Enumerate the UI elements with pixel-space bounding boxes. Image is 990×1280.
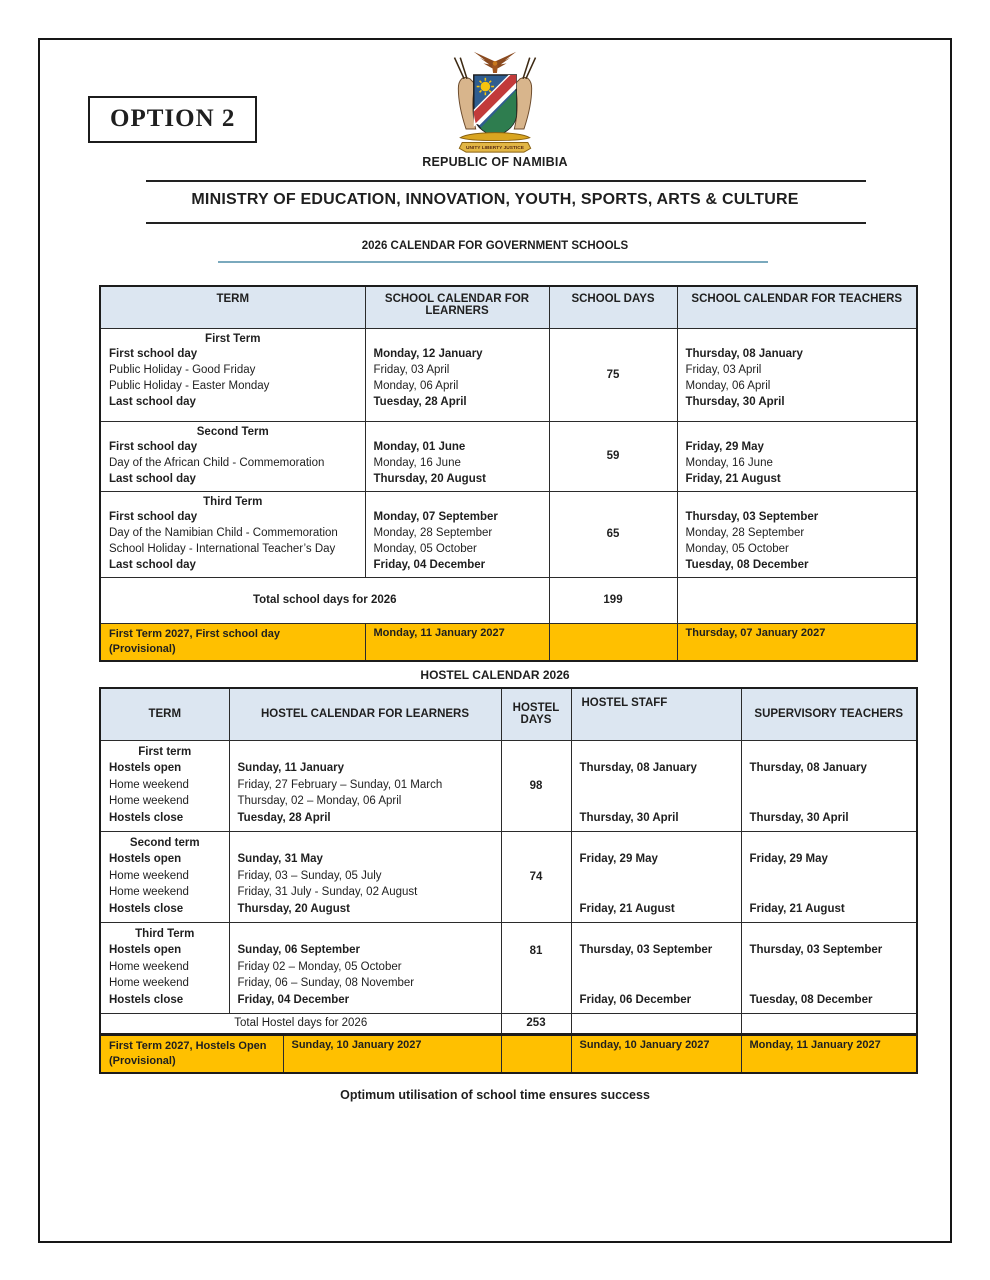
text-line: Thursday, 30 April — [579, 811, 679, 824]
text-line — [750, 777, 909, 794]
hostel-provisional-2027-table — [99, 1034, 918, 1074]
hostel-staff-cell — [571, 922, 741, 1013]
hostel-days-cell: 81 — [501, 922, 571, 1013]
text-line: Hostels close — [109, 902, 184, 915]
hostel-days-cell: 98 — [501, 740, 571, 831]
header-term: TERM — [100, 688, 229, 740]
text-line: Thursday, 30 April — [749, 811, 849, 824]
text-line: Thursday, 20 August — [237, 902, 350, 915]
header-hostel-learners: HOSTEL CALENDAR FOR LEARNERS — [229, 688, 501, 740]
text-line — [238, 835, 493, 852]
provisional-label-cell — [100, 623, 365, 661]
school-calendar-table-wrap — [99, 285, 916, 662]
footer-motto: Optimum utilisation of school time ensures success — [340, 1088, 650, 1102]
blue-underline — [218, 261, 768, 263]
text-line: Friday, 03 April — [373, 364, 450, 377]
text-line — [580, 835, 733, 852]
text-line: Home weekend — [109, 886, 189, 898]
text-line — [580, 793, 733, 810]
text-line: Thursday, 30 April — [685, 395, 785, 408]
text-line: Monday, 28 September — [685, 527, 805, 540]
text-line: Friday, 04 December — [373, 558, 486, 571]
text-line — [374, 425, 541, 441]
text-line: Sunday, 06 September — [237, 944, 360, 956]
empty-cell — [549, 623, 677, 661]
divider-line — [146, 222, 866, 224]
supervisory-cell — [741, 740, 917, 831]
text-line — [580, 884, 733, 901]
text-line: Monday, 07 September — [373, 511, 498, 524]
text-line: Friday, 31 July - Sunday, 02 August — [237, 886, 418, 898]
term-cell — [100, 922, 229, 1013]
text-line — [580, 777, 733, 794]
text-line — [750, 793, 909, 810]
text-line: Day of the African Child - Commemoration — [109, 457, 325, 470]
text-line: Second Term — [196, 425, 269, 438]
provisional-label-cell — [100, 1035, 283, 1073]
option-label: OPTION 2 — [110, 105, 236, 132]
text-line: Monday, 05 October — [373, 543, 477, 556]
school-days-cell: 59 — [549, 421, 677, 491]
text-line: Friday 02 – Monday, 05 October — [237, 960, 402, 973]
text-line — [374, 332, 541, 348]
text-line: Friday, 29 May — [749, 853, 828, 865]
hostel-days-cell: 74 — [501, 831, 571, 922]
text-line: First school day — [109, 348, 198, 361]
text-line: Friday, 21 August — [579, 902, 675, 915]
text-line: Public Holiday - Good Friday — [109, 364, 256, 377]
text-line: Last school day — [109, 472, 196, 485]
text-line: Hostels open — [109, 944, 182, 956]
total-label: Total school days for 2026 — [100, 577, 549, 623]
text-line: Last school day — [109, 395, 196, 408]
text-line — [750, 926, 909, 943]
term-cell — [100, 740, 229, 831]
text-line: Tuesday, 28 April — [237, 811, 331, 824]
header-hostel-days: HOSTEL DAYS — [501, 688, 571, 740]
hostel-row-third-term — [100, 922, 917, 1013]
hostel-learners-cell — [229, 922, 501, 1013]
text-line: Last school day — [109, 558, 196, 571]
teachers-cell — [677, 421, 917, 491]
text-line: Home weekend — [109, 778, 189, 791]
hostel-learners-cell — [229, 831, 501, 922]
school-days-cell: 75 — [549, 328, 677, 421]
provisional-teachers-cell: Thursday, 07 January 2027 — [677, 623, 917, 661]
text-line: Monday, 28 September — [373, 527, 493, 540]
mound-icon — [460, 133, 529, 141]
text-line: Hostels close — [109, 993, 184, 1006]
text-line: First Term 2027, First school day — [109, 627, 280, 640]
option-label-box — [88, 96, 257, 143]
text-line: Third Term — [135, 927, 195, 940]
text-line: School Holiday - International Teacher’s Day — [109, 543, 336, 556]
learners-cell — [365, 421, 549, 491]
supervisory-cell — [741, 922, 917, 1013]
term-cell — [100, 328, 365, 421]
text-line — [686, 425, 909, 441]
total-label: Total Hostel days for 2026 — [100, 1013, 501, 1034]
text-line: Friday, 03 – Sunday, 05 July — [237, 869, 382, 882]
provisional-supervisory-cell: Monday, 11 January 2027 — [741, 1035, 917, 1073]
text-line: Friday, 06 December — [579, 993, 692, 1006]
text-line — [238, 926, 493, 943]
text-line: Monday, 06 April — [373, 379, 459, 392]
total-hostel-days-row — [100, 1013, 917, 1034]
text-line: Sunday, 11 January — [237, 762, 345, 774]
text-line — [580, 975, 733, 992]
table-row-second-term — [100, 421, 917, 491]
text-line: Thursday, 02 – Monday, 06 April — [237, 795, 402, 807]
learners-cell — [365, 328, 549, 421]
flag-shield-icon — [474, 75, 516, 136]
teachers-cell — [677, 328, 917, 421]
empty-cell — [571, 1013, 741, 1034]
text-line: Second term — [129, 836, 200, 849]
provisional-2027-row — [100, 1035, 917, 1073]
empty-cell — [741, 1013, 917, 1034]
total-days-value: 253 — [501, 1013, 571, 1034]
text-line: Monday, 05 October — [685, 543, 789, 556]
text-line: First term — [138, 745, 192, 758]
calendar-title: 2026 CALENDAR FOR GOVERNMENT SCHOOLS — [361, 240, 629, 252]
text-line: Thursday, 20 August — [373, 472, 486, 485]
hostel-calendar-title: HOSTEL CALENDAR 2026 — [420, 668, 570, 682]
text-line: (Provisional) — [109, 642, 176, 655]
text-line: First school day — [109, 441, 198, 454]
text-line: Day of the Namibian Child - Commemoration — [109, 527, 338, 540]
provisional-staff-cell: Sunday, 10 January 2027 — [571, 1035, 741, 1073]
text-line: Monday, 16 June — [373, 457, 461, 470]
motto-banner — [459, 142, 530, 152]
text-line: Tuesday, 08 December — [685, 558, 809, 571]
text-line: Friday, 03 April — [685, 364, 762, 377]
text-line: Hostels open — [109, 853, 182, 865]
text-line: Thursday, 03 September — [685, 511, 819, 524]
text-line — [750, 868, 909, 885]
hostel-staff-cell — [571, 831, 741, 922]
table-row-third-term — [100, 491, 917, 577]
text-line: First Term — [205, 332, 261, 345]
republic-label: REPUBLIC OF NAMIBIA — [422, 155, 568, 169]
text-line — [580, 926, 733, 943]
term-cell — [100, 421, 365, 491]
text-line: Home weekend — [109, 795, 189, 807]
text-line — [238, 744, 493, 761]
ministry-title: MINISTRY OF EDUCATION, INNOVATION, YOUTH, SPORTS, ARTS & CULTURE — [191, 191, 799, 208]
school-days-cell: 65 — [549, 491, 677, 577]
provisional-learners-cell: Sunday, 10 January 2027 — [283, 1035, 501, 1073]
empty-cell — [677, 577, 917, 623]
supervisory-cell — [741, 831, 917, 922]
text-line: Friday, 29 May — [685, 441, 764, 454]
divider-line — [146, 180, 866, 182]
hostel-row-first-term — [100, 740, 917, 831]
text-line — [580, 959, 733, 976]
school-table-header-row — [100, 286, 917, 328]
text-line — [580, 744, 733, 761]
text-line — [686, 495, 909, 511]
hostel-staff-cell — [571, 740, 741, 831]
text-line: Monday, 06 April — [685, 379, 771, 392]
text-line: Friday, 21 August — [685, 472, 781, 485]
text-line: Friday, 21 August — [749, 902, 845, 915]
text-line — [750, 744, 909, 761]
text-line: Home weekend — [109, 960, 189, 973]
text-line: Public Holiday - Easter Monday — [109, 379, 270, 392]
emblem-motto: UNITY LIBERTY JUSTICE — [466, 146, 524, 152]
text-line: Tuesday, 08 December — [749, 993, 873, 1006]
text-line — [750, 884, 909, 901]
text-line: Friday, 06 – Sunday, 08 November — [237, 977, 415, 989]
text-line: Thursday, 08 January — [749, 762, 867, 774]
text-line: Monday, 12 January — [373, 348, 483, 361]
provisional-2027-row — [100, 623, 917, 661]
text-line: Friday, 27 February – Sunday, 01 March — [237, 778, 443, 791]
text-line: Home weekend — [109, 869, 189, 882]
text-line — [750, 835, 909, 852]
text-line: Third Term — [203, 495, 263, 508]
text-line: Thursday, 08 January — [685, 348, 803, 361]
teachers-cell — [677, 491, 917, 577]
hostel-table-header-row — [100, 688, 917, 740]
text-line — [750, 975, 909, 992]
header-school-days: SCHOOL DAYS — [549, 286, 677, 328]
term-cell — [100, 491, 365, 577]
text-line: Hostels open — [109, 762, 182, 774]
table-row-first-term — [100, 328, 917, 421]
learners-cell — [365, 491, 549, 577]
header-term: TERM — [100, 286, 365, 328]
text-line: Monday, 01 June — [373, 441, 466, 454]
text-line — [374, 495, 541, 511]
text-line: Tuesday, 28 April — [373, 395, 467, 408]
text-line — [580, 868, 733, 885]
school-calendar-table — [99, 285, 918, 662]
text-line: Thursday, 08 January — [579, 762, 697, 774]
text-line: First Term 2027, Hostels Open — [109, 1040, 267, 1052]
text-line: Hostels close — [109, 811, 184, 824]
text-line: (Provisional) — [109, 1055, 176, 1067]
text-line: Friday, 29 May — [579, 853, 658, 865]
text-line: Thursday, 03 September — [749, 944, 883, 956]
text-line — [750, 959, 909, 976]
term-cell — [100, 831, 229, 922]
text-line: Monday, 16 June — [685, 457, 773, 470]
hostel-calendar-table-wrap — [99, 687, 916, 1074]
text-line — [686, 332, 909, 348]
provisional-learners-cell: Monday, 11 January 2027 — [365, 623, 549, 661]
namibia-coat-of-arms — [437, 46, 553, 156]
hostel-learners-cell — [229, 740, 501, 831]
empty-cell — [501, 1035, 571, 1073]
text-line: Sunday, 31 May — [237, 853, 323, 865]
text-line: Friday, 04 December — [237, 993, 350, 1006]
header-teachers: SCHOOL CALENDAR FOR TEACHERS — [677, 286, 917, 328]
hostel-row-second-term — [100, 831, 917, 922]
total-days-value: 199 — [549, 577, 677, 623]
header-supervisory-teachers: SUPERVISORY TEACHERS — [741, 688, 917, 740]
text-line: Thursday, 03 September — [579, 944, 713, 956]
header-learners: SCHOOL CALENDAR FOR LEARNERS — [365, 286, 549, 328]
text-line: Home weekend — [109, 977, 189, 989]
text-line: First school day — [109, 511, 198, 524]
header-hostel-staff: HOSTEL STAFF — [571, 688, 741, 740]
hostel-calendar-table — [99, 687, 918, 1035]
total-school-days-row — [100, 577, 917, 623]
